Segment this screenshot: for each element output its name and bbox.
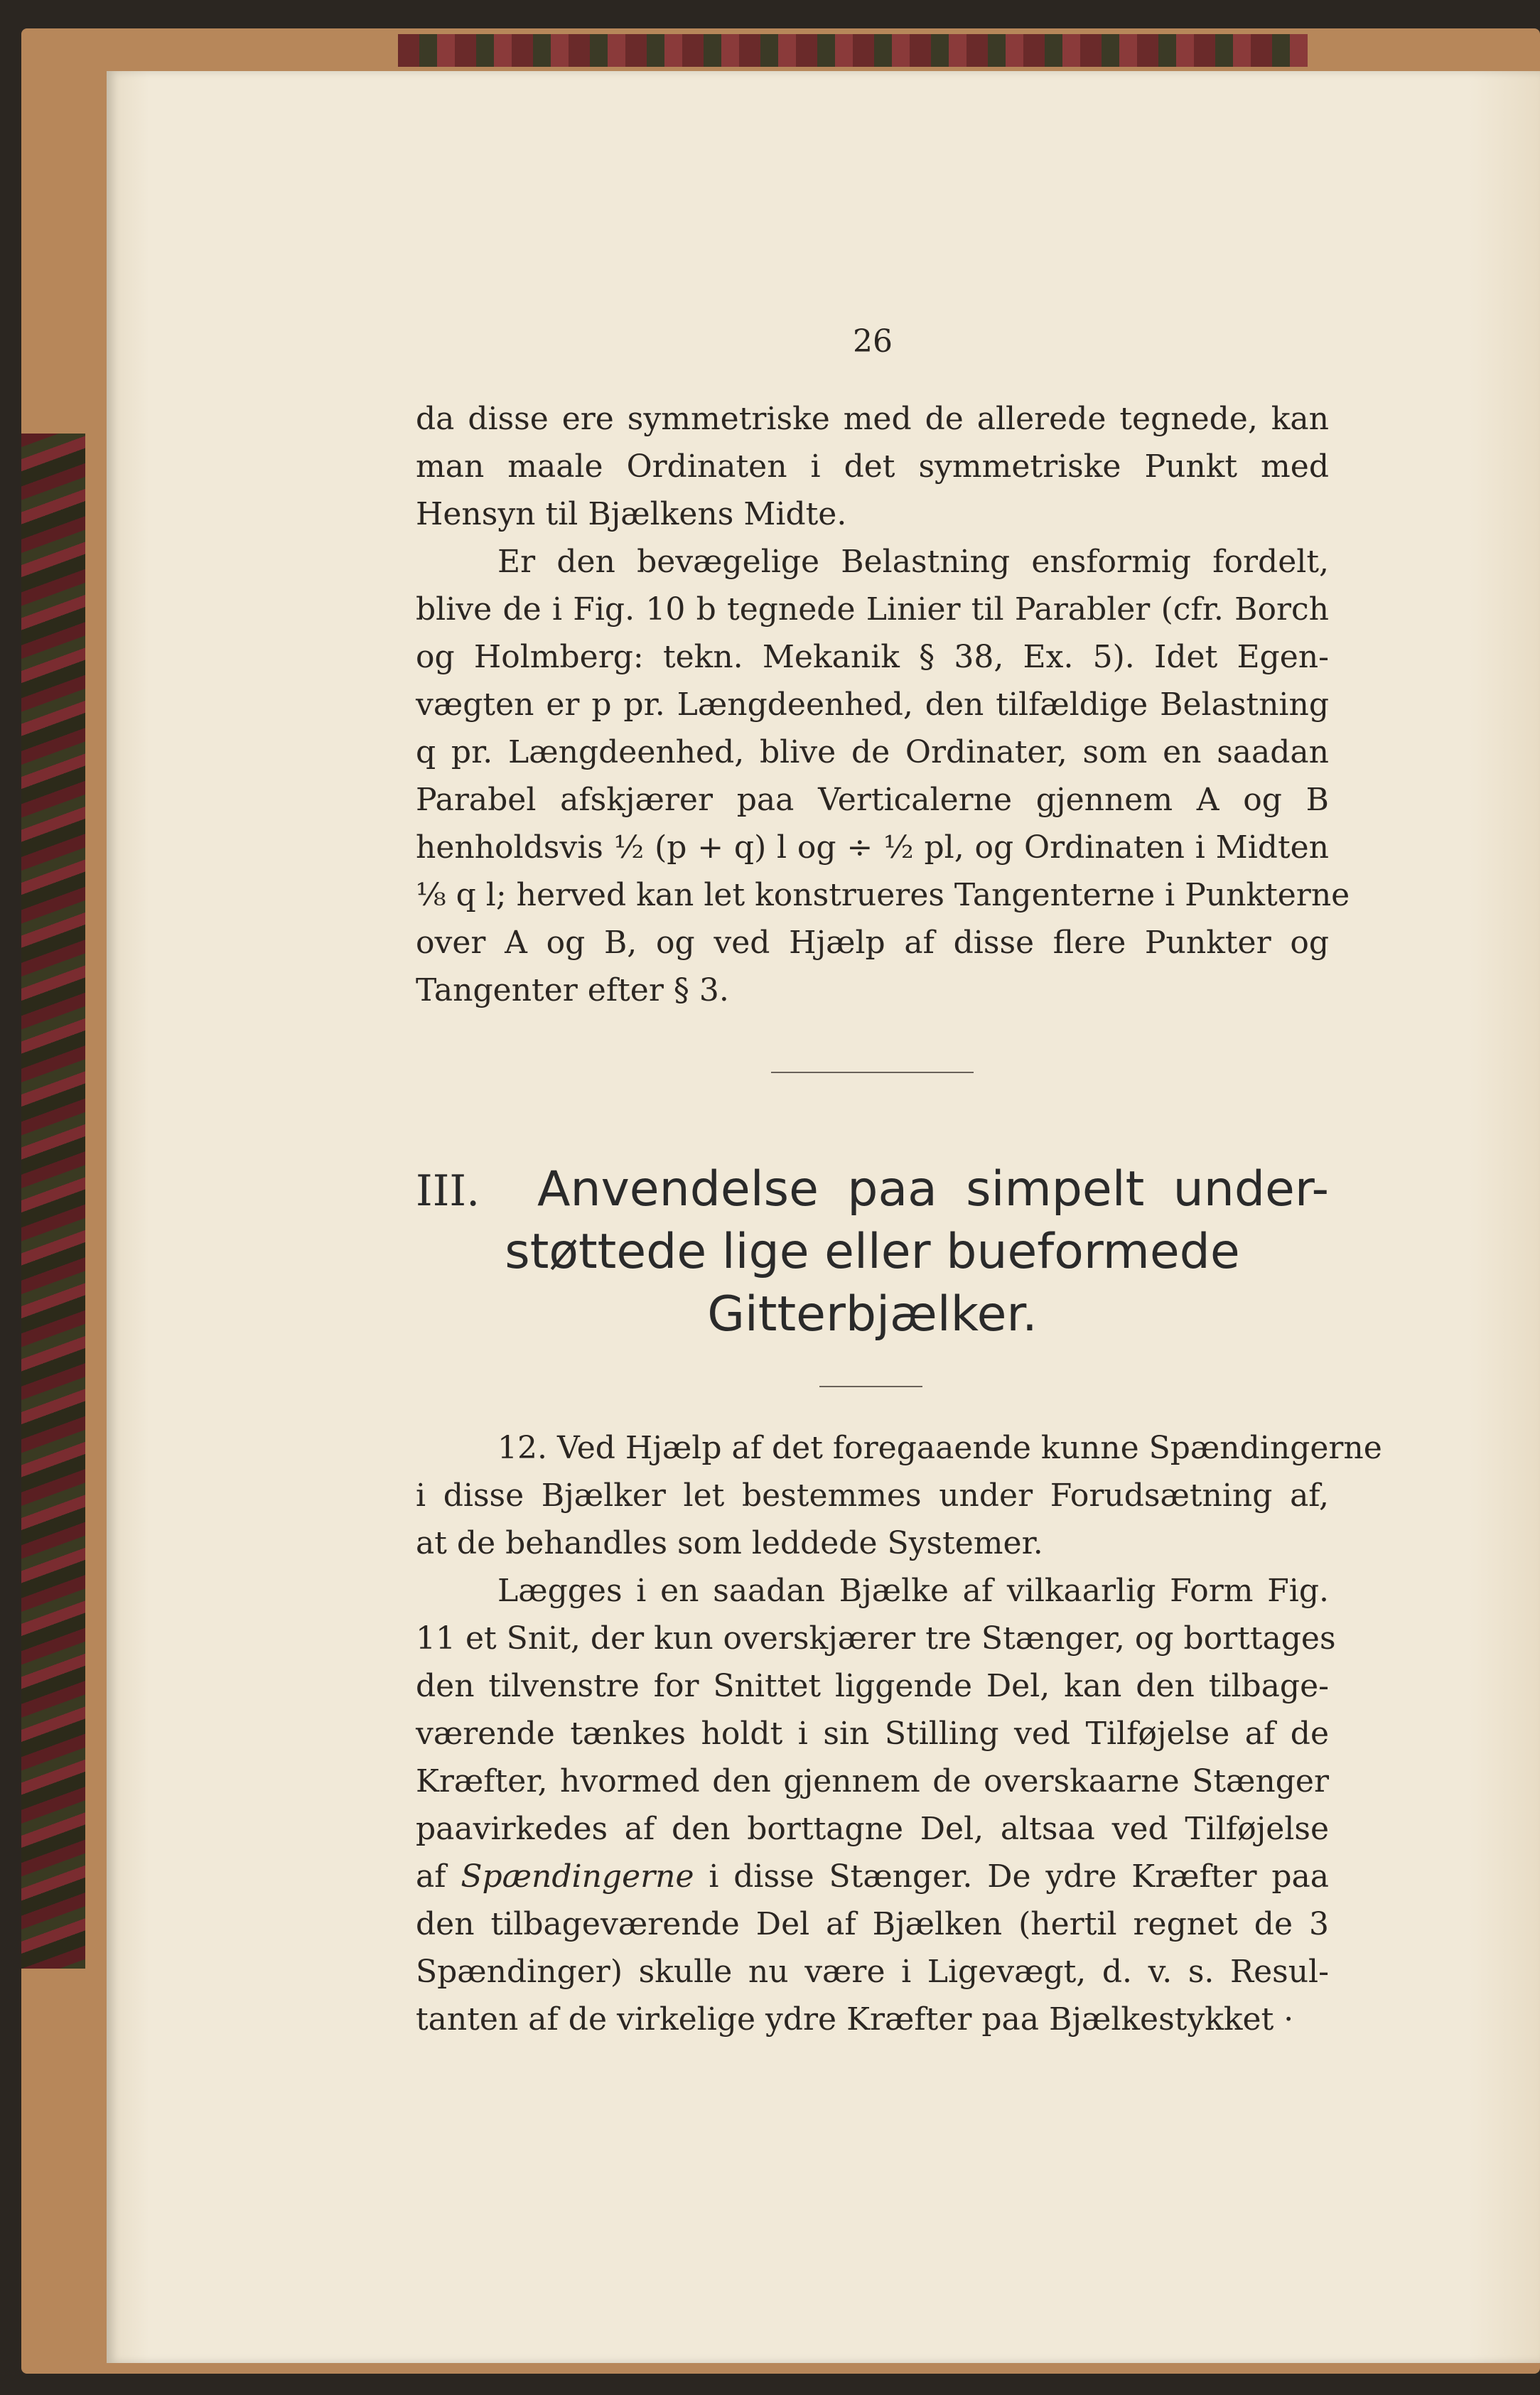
text-line: man maale Ordinaten i det symmetriske Punkt med <box>416 448 1329 485</box>
paragraph-12 <box>416 1424 1382 1567</box>
text-line: Parabel afskjærer paa Verticalerne gjennem A og B <box>416 782 1329 818</box>
text-line: tanten af de virkelige ydre Kræfter paa Bjælkestykket · <box>416 2001 1294 2038</box>
text-line: og Holmberg: tekn. Mekanik § 38, Ex. 5). Idet Egen- <box>416 639 1329 675</box>
text-line: Er den bevægelige Belastning ensformig fordelt, <box>497 544 1329 580</box>
text-line: 11 et Snit, der kun overskjærer tre Stænger, og borttages <box>416 1620 1336 1657</box>
page-number: 26 <box>853 323 893 360</box>
text-line: blive de i Fig. 10 b tegnede Linier til Parabler (cfr. Borch <box>416 591 1329 628</box>
text-line: da disse ere symmetriske med de allerede tegnede, kan <box>416 401 1329 437</box>
section-heading <box>416 1158 1329 1346</box>
heading-line-1 <box>416 1158 1329 1221</box>
text-line: Spændinger) skulle nu være i Ligevægt, d. v. s. Resul- <box>416 1954 1329 1990</box>
paragraph-1 <box>416 395 1329 538</box>
heading-line-3: Gitterbjælker. <box>707 1286 1038 1342</box>
paragraph-2 <box>416 538 1350 1014</box>
short-divider <box>819 1386 922 1387</box>
text-line: henholdsvis ½ (p + q) l og ÷ ½ pl, og Ordinaten i Midten <box>416 829 1329 866</box>
heading-line-2: støttede lige eller bueformede <box>505 1224 1240 1280</box>
text-line: af Spændingerne i disse Stænger. De ydre Kræfter paa <box>416 1858 1329 1895</box>
text-line: q pr. Længdeenhed, blive de Ordinater, som en saadan <box>416 734 1329 770</box>
text-line: den tilbageværende Del af Bjælken (hertil regnet de 3 <box>416 1906 1329 1942</box>
heading-text-1: Anvendelse paa simpelt under- <box>537 1161 1329 1217</box>
text-line: paavirkedes af den borttagne Del, altsaa ved Tilføjelse <box>416 1811 1329 1847</box>
marbled-edge-top <box>398 34 1308 67</box>
text-line: Hensyn til Bjælkens Midte. <box>416 496 847 532</box>
text-line: Kræfter, hvormed den gjennem de overskaarne Stænger <box>416 1763 1329 1799</box>
text-line: Tangenter efter § 3. <box>416 972 729 1008</box>
text-line: over A og B, og ved Hjælp af disse flere Punkter og <box>416 925 1329 961</box>
text-line: at de behandles som leddede Systemer. <box>416 1525 1043 1561</box>
text-line: i disse Bjælker let bestemmes under Forudsætning af, <box>416 1478 1329 1514</box>
text-line: Lægges i en saadan Bjælke af vilkaarlig Form Fig. <box>497 1573 1329 1609</box>
text-line: vægten er p pr. Længdeenhed, den tilfældige Belastning <box>416 687 1329 723</box>
text-line: den tilvenstre for Snittet liggende Del, kan den tilbage- <box>416 1668 1329 1704</box>
text-line: ⅛ q l; herved kan let konstrueres Tangenterne i Punkterne <box>416 877 1350 913</box>
paragraph-13 <box>416 1567 1336 2043</box>
marbled-edge-left <box>21 434 85 1969</box>
text-line: 12. Ved Hjælp af det foregaaende kunne Spændingerne <box>497 1430 1382 1466</box>
section-divider <box>771 1072 974 1073</box>
heading-numeral: III. <box>416 1166 480 1216</box>
text-line: værende tænkes holdt i sin Stilling ved Tilføjelse af de <box>416 1716 1329 1752</box>
